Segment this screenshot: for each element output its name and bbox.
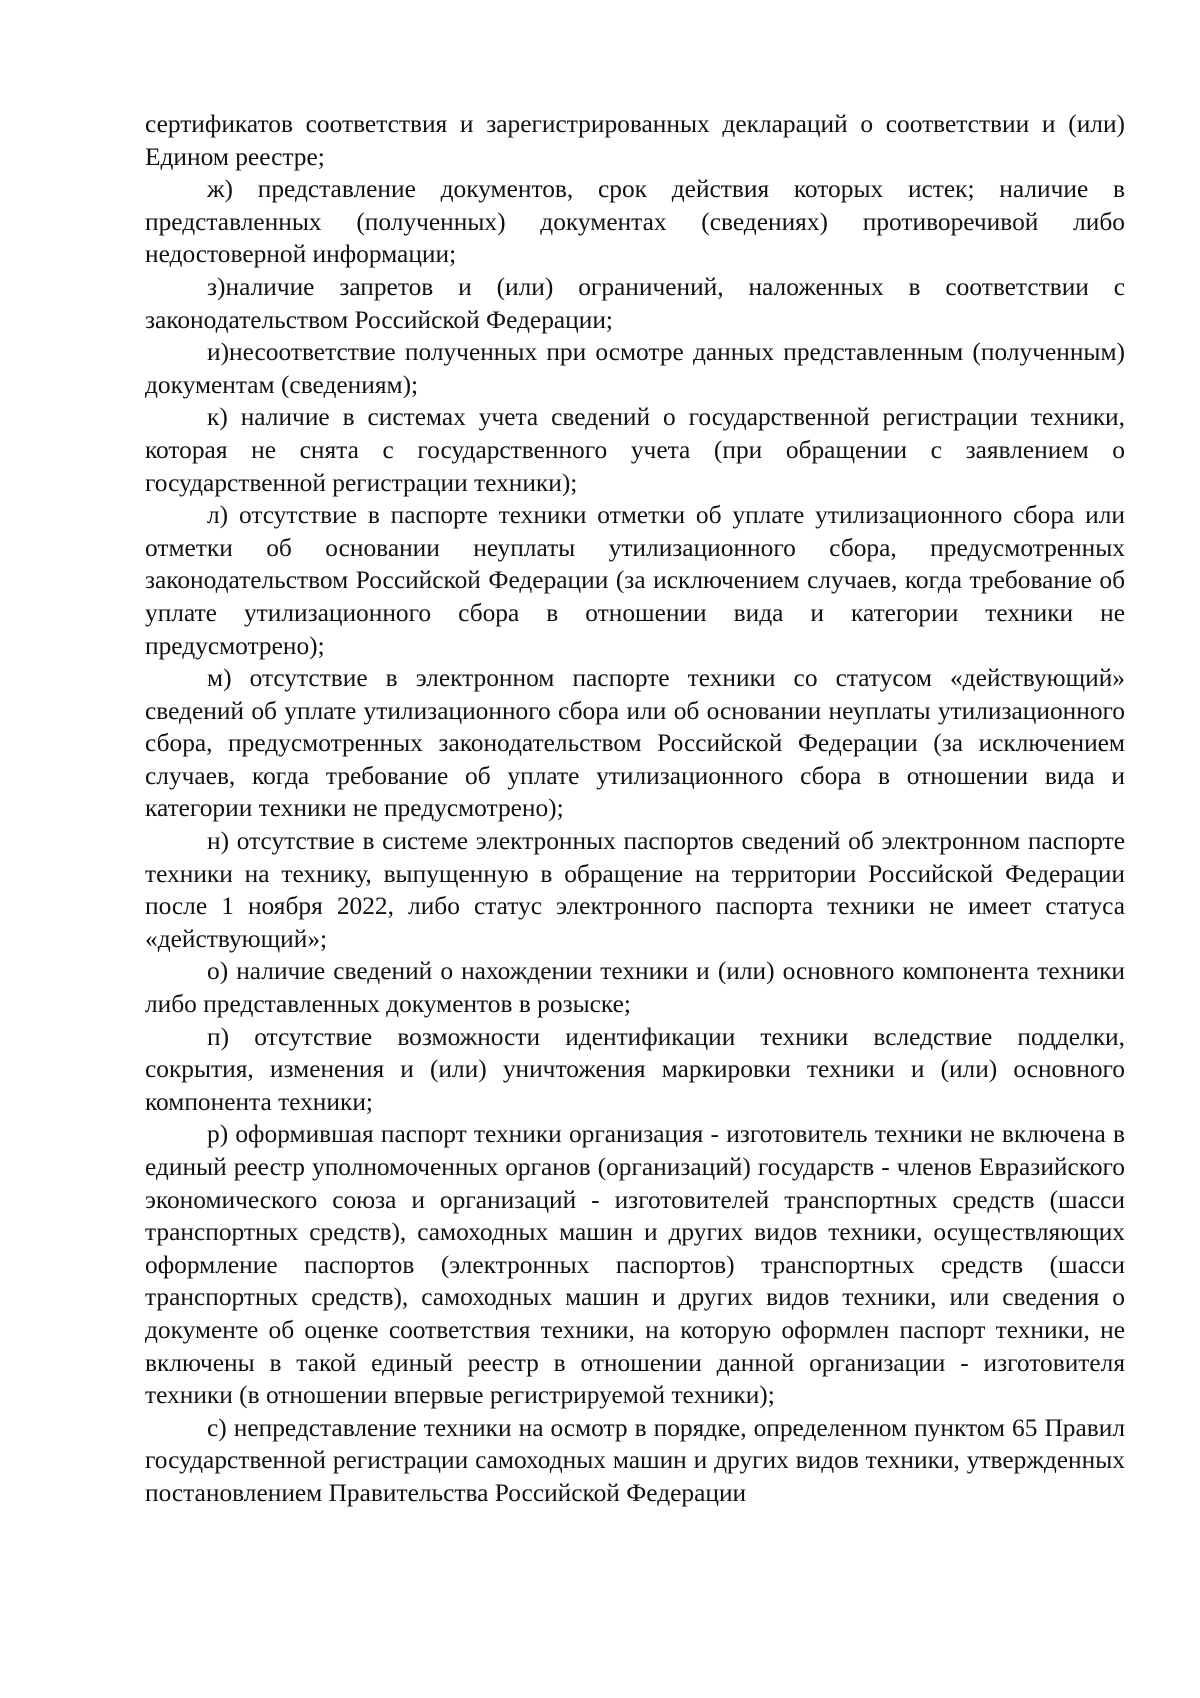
paragraph-item-i: и)несоответствие полученных при осмотре данных представленным (полученным) документам (сведениям); <box>145 338 1125 399</box>
paragraph-item-p: п) отсутствие возможности идентификации техники вследствие подделки, сокрытия, изменения и (или) уничтожения маркировки техники и (или) основного компонента техники; <box>145 1022 1125 1116</box>
paragraph-item-o: о) наличие сведений о нахождении техники и (или) основного компонента техники либо представленных документов в розыске; <box>145 957 1125 1019</box>
paragraph-item-zh: ж) представление документов, срок действия которых истек; наличие в представленных (полученных) документах (сведениях) противоречивой либо недостоверной информации; <box>145 175 1125 269</box>
paragraph-item-k: к) наличие в системах учета сведений о государственной регистрации техники, которая не снята с государственного учета (при обращении с заявлением о государственной регистрации техники); <box>145 403 1125 497</box>
paragraph-item-m: м) отсутствие в электронном паспорте техники со статусом «действующий» сведений об уплате утилизационного сбора или об основании неуплаты утилизационного сбора, предусмотренных законодательством Российской Федерации (за исключением случаев, когда требование об уплате утилизационного сбора в отношении вида и категории техники не предусмотрено); <box>145 664 1125 823</box>
paragraph-continuation: сертификатов соответствия и зарегистрированных деклараций о соответствии и (или) Едином реестре; <box>145 110 1125 171</box>
paragraph-item-z: з)наличие запретов и (или) ограничений, наложенных в соответствии с законодательством Российской Федерации; <box>145 272 1125 334</box>
paragraph-item-n: н) отсутствие в системе электронных паспортов сведений об электронном паспорте техники на технику, выпущенную в обращение на территории Российской Федерации после 1 ноября 2022, либо статус электронного паспорта техники не имеет статуса «действующий»; <box>145 827 1125 953</box>
document-body <box>145 108 1125 1510</box>
paragraph-item-s: с) непредставление техники на осмотр в порядке, определенном пунктом 65 Правил государственной регистрации самоходных машин и других видов техники, утвержденных постановлением Правительства Российской Федерации <box>145 1413 1125 1507</box>
paragraph-item-r: р) оформившая паспорт техники организация - изготовитель техники не включена в единый реестр уполномоченных органов (организаций) государств - членов Евразийского экономического союза и организаций - изготовителей транспортных средств (шасси транспортных средств), самоходных машин и других видов техники, осуществляющих оформление паспортов (электронных паспортов) транспортных средств (шасси транспортных средств), самоходных машин и других видов техники, или сведения о документе об оценке соответствия техники, на которую оформлен паспорт техники, не включены в такой единый реестр в отношении данной организации - изготовителя техники (в отношении впервые регистрируемой техники); <box>145 1120 1125 1410</box>
paragraph-item-l: л) отсутствие в паспорте техники отметки об уплате утилизационного сбора или отметки об основании неуплаты утилизационного сбора, предусмотренных законодательством Российской Федерации (за исключением случаев, когда требование об уплате утилизационного сбора в отношении вида и категории техники не предусмотрено); <box>145 501 1125 660</box>
